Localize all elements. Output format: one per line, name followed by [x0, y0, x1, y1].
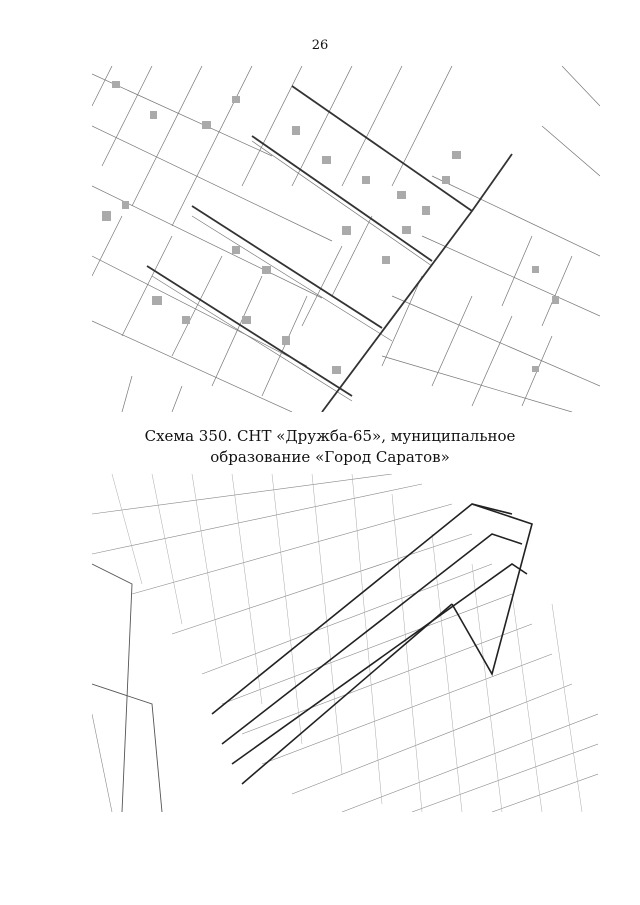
page-number: 26	[311, 38, 329, 53]
map2-outline	[92, 564, 162, 812]
map2-cross-lines	[112, 474, 582, 812]
figure-caption: Схема 350. СНТ «Дружба-65», муниципальное образование «Город Саратов»	[144, 427, 516, 466]
cadastral-map-1	[92, 66, 600, 412]
map2-boundary	[212, 504, 532, 784]
map1-buildings	[102, 81, 559, 374]
map1-boundary	[147, 86, 512, 412]
map2-parcel-grid	[92, 474, 598, 812]
cadastral-map-2-drawing	[92, 474, 598, 812]
cadastral-map-2	[92, 474, 598, 812]
cadastral-map-1-drawing	[92, 66, 600, 412]
map1-parcel-grid	[92, 66, 600, 412]
